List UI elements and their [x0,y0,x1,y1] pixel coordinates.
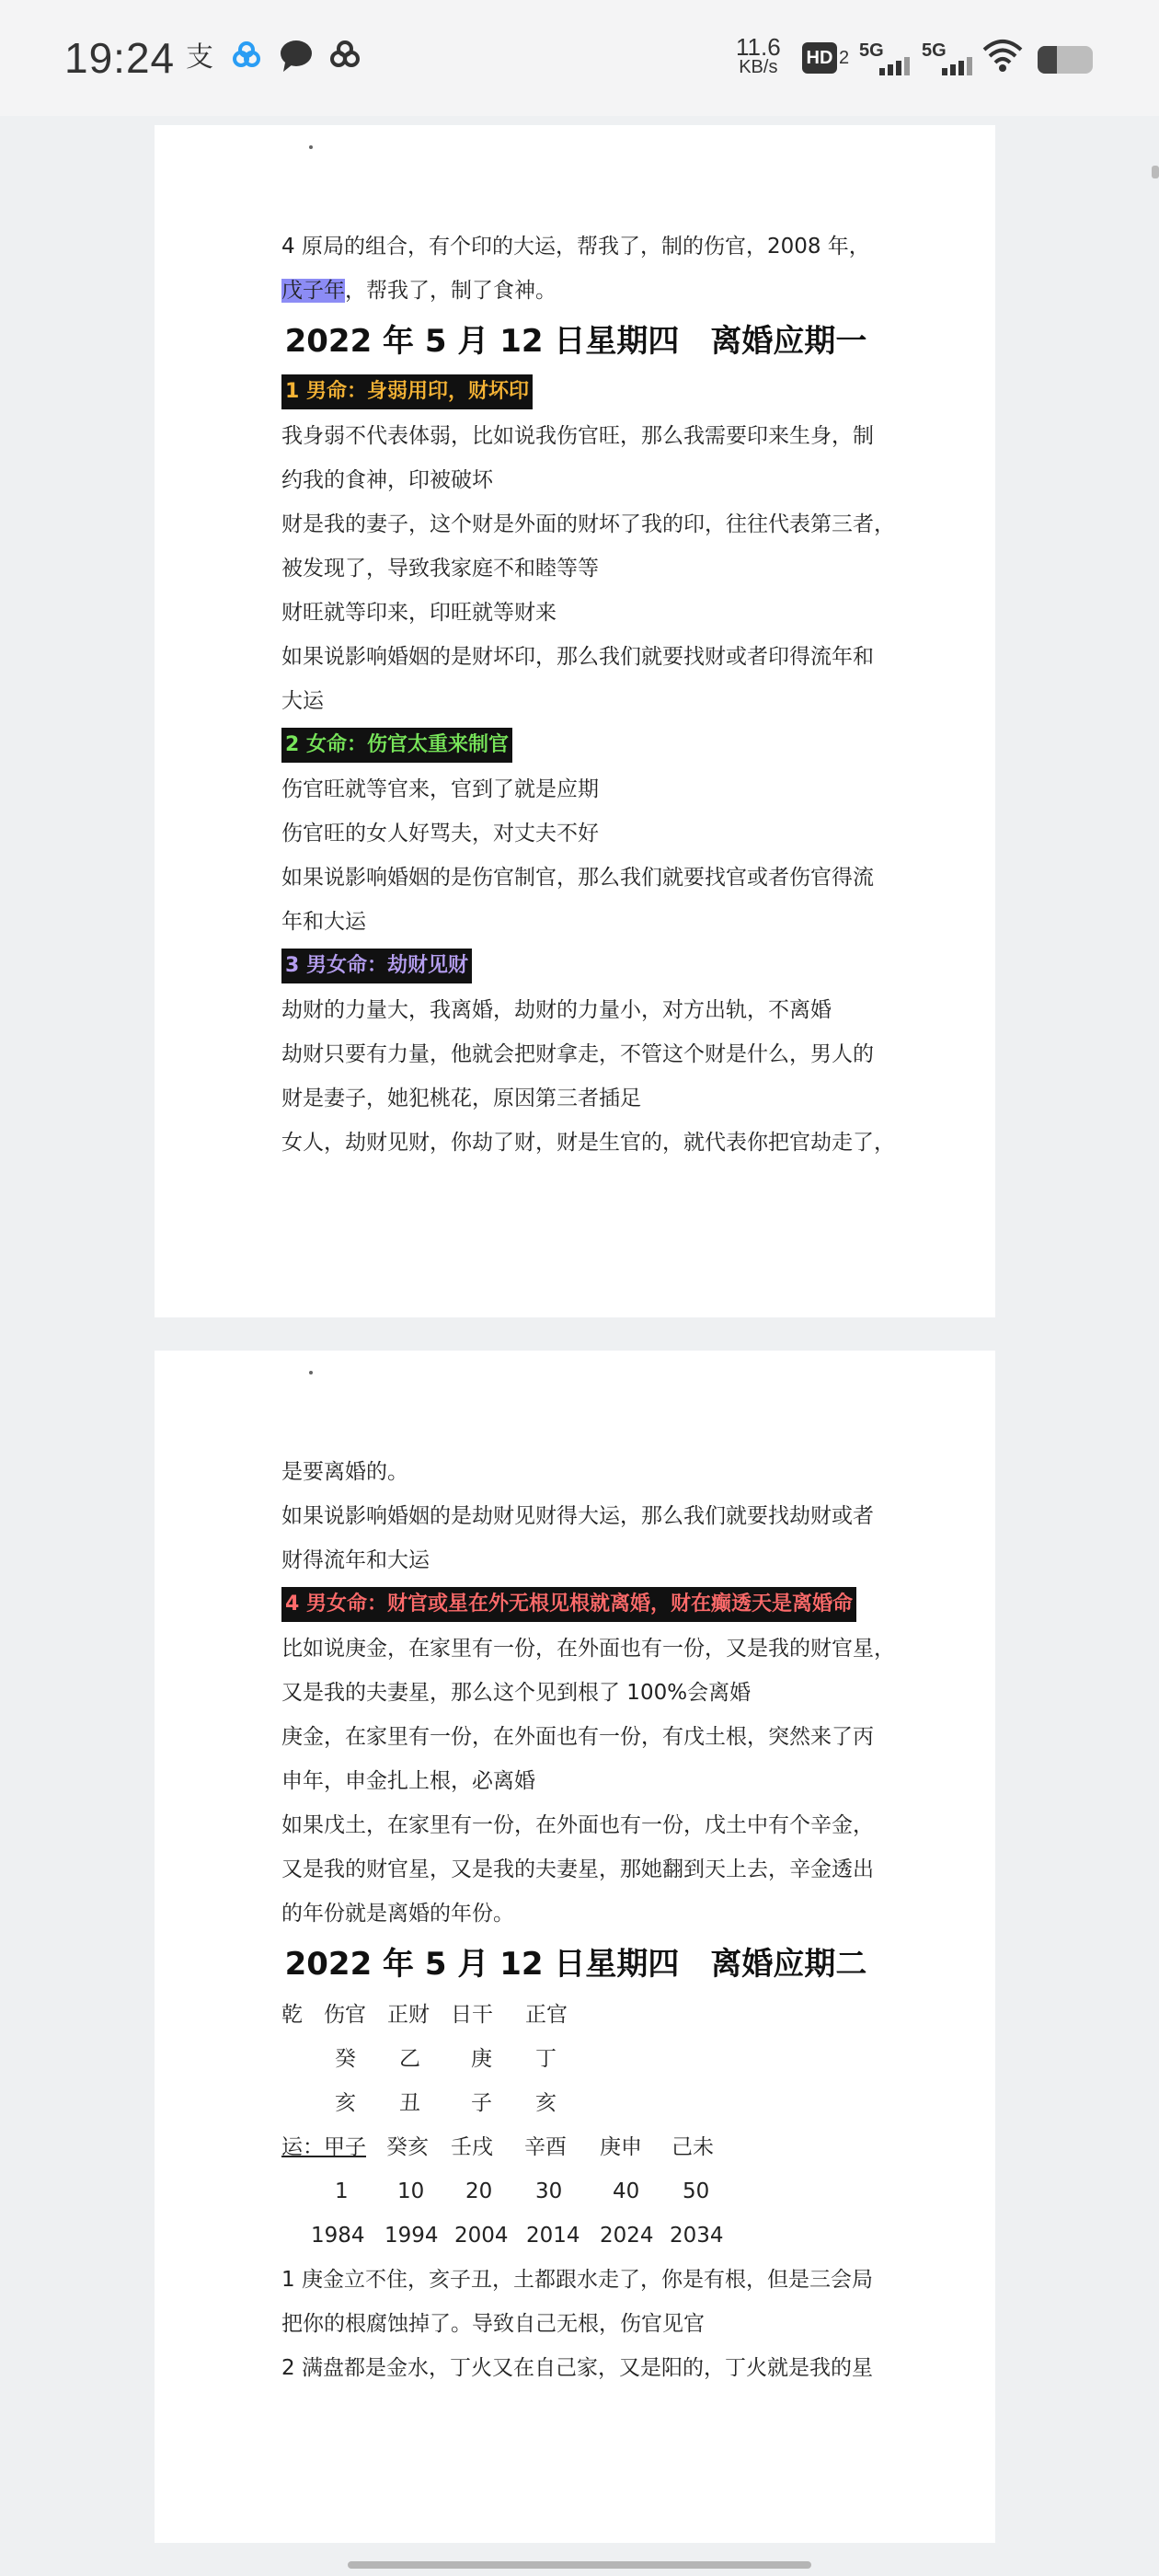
text-line: 大运 [281,689,324,713]
text-line: 女人，劫财见财，你劫了财，财是生官的，就代表你把官劫走了， [281,1131,895,1155]
page-2-content [281,1450,895,2390]
text-line: 约我的食神，印被破坏 [281,468,493,492]
svg-text:支: 支 [186,41,213,74]
bazi-row-stems: 癸 乙 庚 丁 [335,2047,557,2071]
text-line: 又是我的财官星，又是我的夫妻星，那她翻到天上去，辛金透出 [281,1857,874,1881]
bazi-row-luck: 运：甲子 癸亥 壬戌 辛酉 庚申 己未 [281,2135,714,2159]
selected-text-highlight[interactable]: 戊子年 [281,279,345,303]
wifi-icon [982,37,1023,74]
bazi-row-branches: 亥 丑 子 亥 [335,2091,557,2115]
hd-sub: 2 [839,48,850,68]
text-line: 财是我的妻子，这个财是外面的财坏了我的印，往往代表第三者， [281,512,895,536]
section-heading: 2022 年 5 月 12 日星期四 离婚应期二 [284,1946,867,1983]
network-speed: 11.6 KB/s [736,33,781,77]
text-line: 把你的根腐蚀掉了。导致自己无根，伤官见官 [281,2312,705,2336]
status-bar [0,0,1159,116]
hd-badge: HD [802,42,837,74]
text-line: 如果说影响婚姻的是劫财见财得大运，那么我们就要找劫财或者 [281,1504,874,1528]
text-line: 财是妻子，她犯桃花，原因第三者插足 [281,1087,641,1110]
page-dot [309,145,313,149]
signal-2-icon: 5G [922,40,977,77]
document-page-1 [155,125,995,1317]
bazi-row-years: 1984 1994 2004 2014 2024 2034 [311,2224,724,2248]
clock: 19:24 [64,34,176,82]
document-page-2 [155,1351,995,2543]
section-tag: 4 男女命：财官或星在外无根见根就离婚，财在癫透天是离婚命 [281,1587,856,1622]
section-heading: 2022 年 5 月 12 日星期四 离婚应期一 [284,323,867,360]
page-dot [309,1371,313,1374]
text-line: 1 庚金立不住，亥子丑，土都跟水走了，你是有根，但是三会局 [281,2268,873,2292]
text-line: 我身弱不代表体弱，比如说我伤官旺，那么我需要印来生身，制 [281,424,874,448]
chat-bubble-icon [278,37,315,74]
text-line: 2 满盘都是金水，丁火又在自己家，又是阳的，丁火就是我的星 [281,2356,873,2380]
text-line: 伤官旺就等官来，官到了就是应期 [281,777,599,801]
clover-icon [327,37,362,74]
text-line: 是要离婚的。 [281,1460,408,1484]
section-tag: 2 女命：伤官太重来制官 [281,728,512,763]
text-line: 劫财的力量大，我离婚，劫财的力量小，对方出轨，不离婚 [281,998,832,1022]
scrollbar-thumb[interactable] [1152,166,1159,178]
text-line: 如果戊土，在家里有一份，在外面也有一份，戊土中有个辛金， [281,1813,874,1837]
text-line: 庚金，在家里有一份，在外面也有一份，有戊土根，突然来了丙 [281,1725,874,1749]
bazi-row-ages: 1 10 20 30 40 50 [335,2179,710,2203]
page-1-content [281,224,895,1165]
home-indicator[interactable] [348,2561,811,2569]
text-line: 4 原局的组合，有个印的大运，帮我了，制的伤官，2008 年， [281,235,870,259]
alipay-icon [184,37,217,74]
text-line: 比如说庚金，在家里有一份，在外面也有一份，又是我的财官星， [281,1637,895,1661]
signal-1-icon: 5G [859,40,914,77]
text-line: 被发现了，导致我家庭不和睦等等 [281,557,599,581]
text-line: 劫财只要有力量，他就会把财拿走，不管这个财是什么，男人的 [281,1042,874,1066]
text-line: 财旺就等印来，印旺就等财来 [281,601,557,625]
text-line: 年和大运 [281,910,366,934]
section-tag: 1 男命：身弱用印，财坏印 [281,374,533,409]
battery-icon [1038,46,1093,74]
text-line: 伤官旺的女人好骂夫，对丈夫不好 [281,822,599,845]
text-line: 又是我的夫妻星，那么这个见到根了 100%会离婚 [281,1681,752,1705]
text-line: 的年份就是离婚的年份。 [281,1902,514,1926]
text-line: 如果说影响婚姻的是伤官制官，那么我们就要找官或者伤官得流 [281,866,874,890]
section-tag: 3 男女命：劫财见财 [281,949,472,983]
bazi-row-pillars: 乾 伤官 正财 日干 正官 [281,2003,568,2027]
text-line: 申年，申金扎上根，必离婚 [281,1769,535,1793]
cloud-link-icon [230,37,263,74]
text-line: 财得流年和大运 [281,1548,430,1572]
text-line: 如果说影响婚姻的是财坏印，那么我们就要找财或者印得流年和 [281,645,874,669]
text-line: 戊子年，帮我了，制了食神。 [281,279,557,303]
